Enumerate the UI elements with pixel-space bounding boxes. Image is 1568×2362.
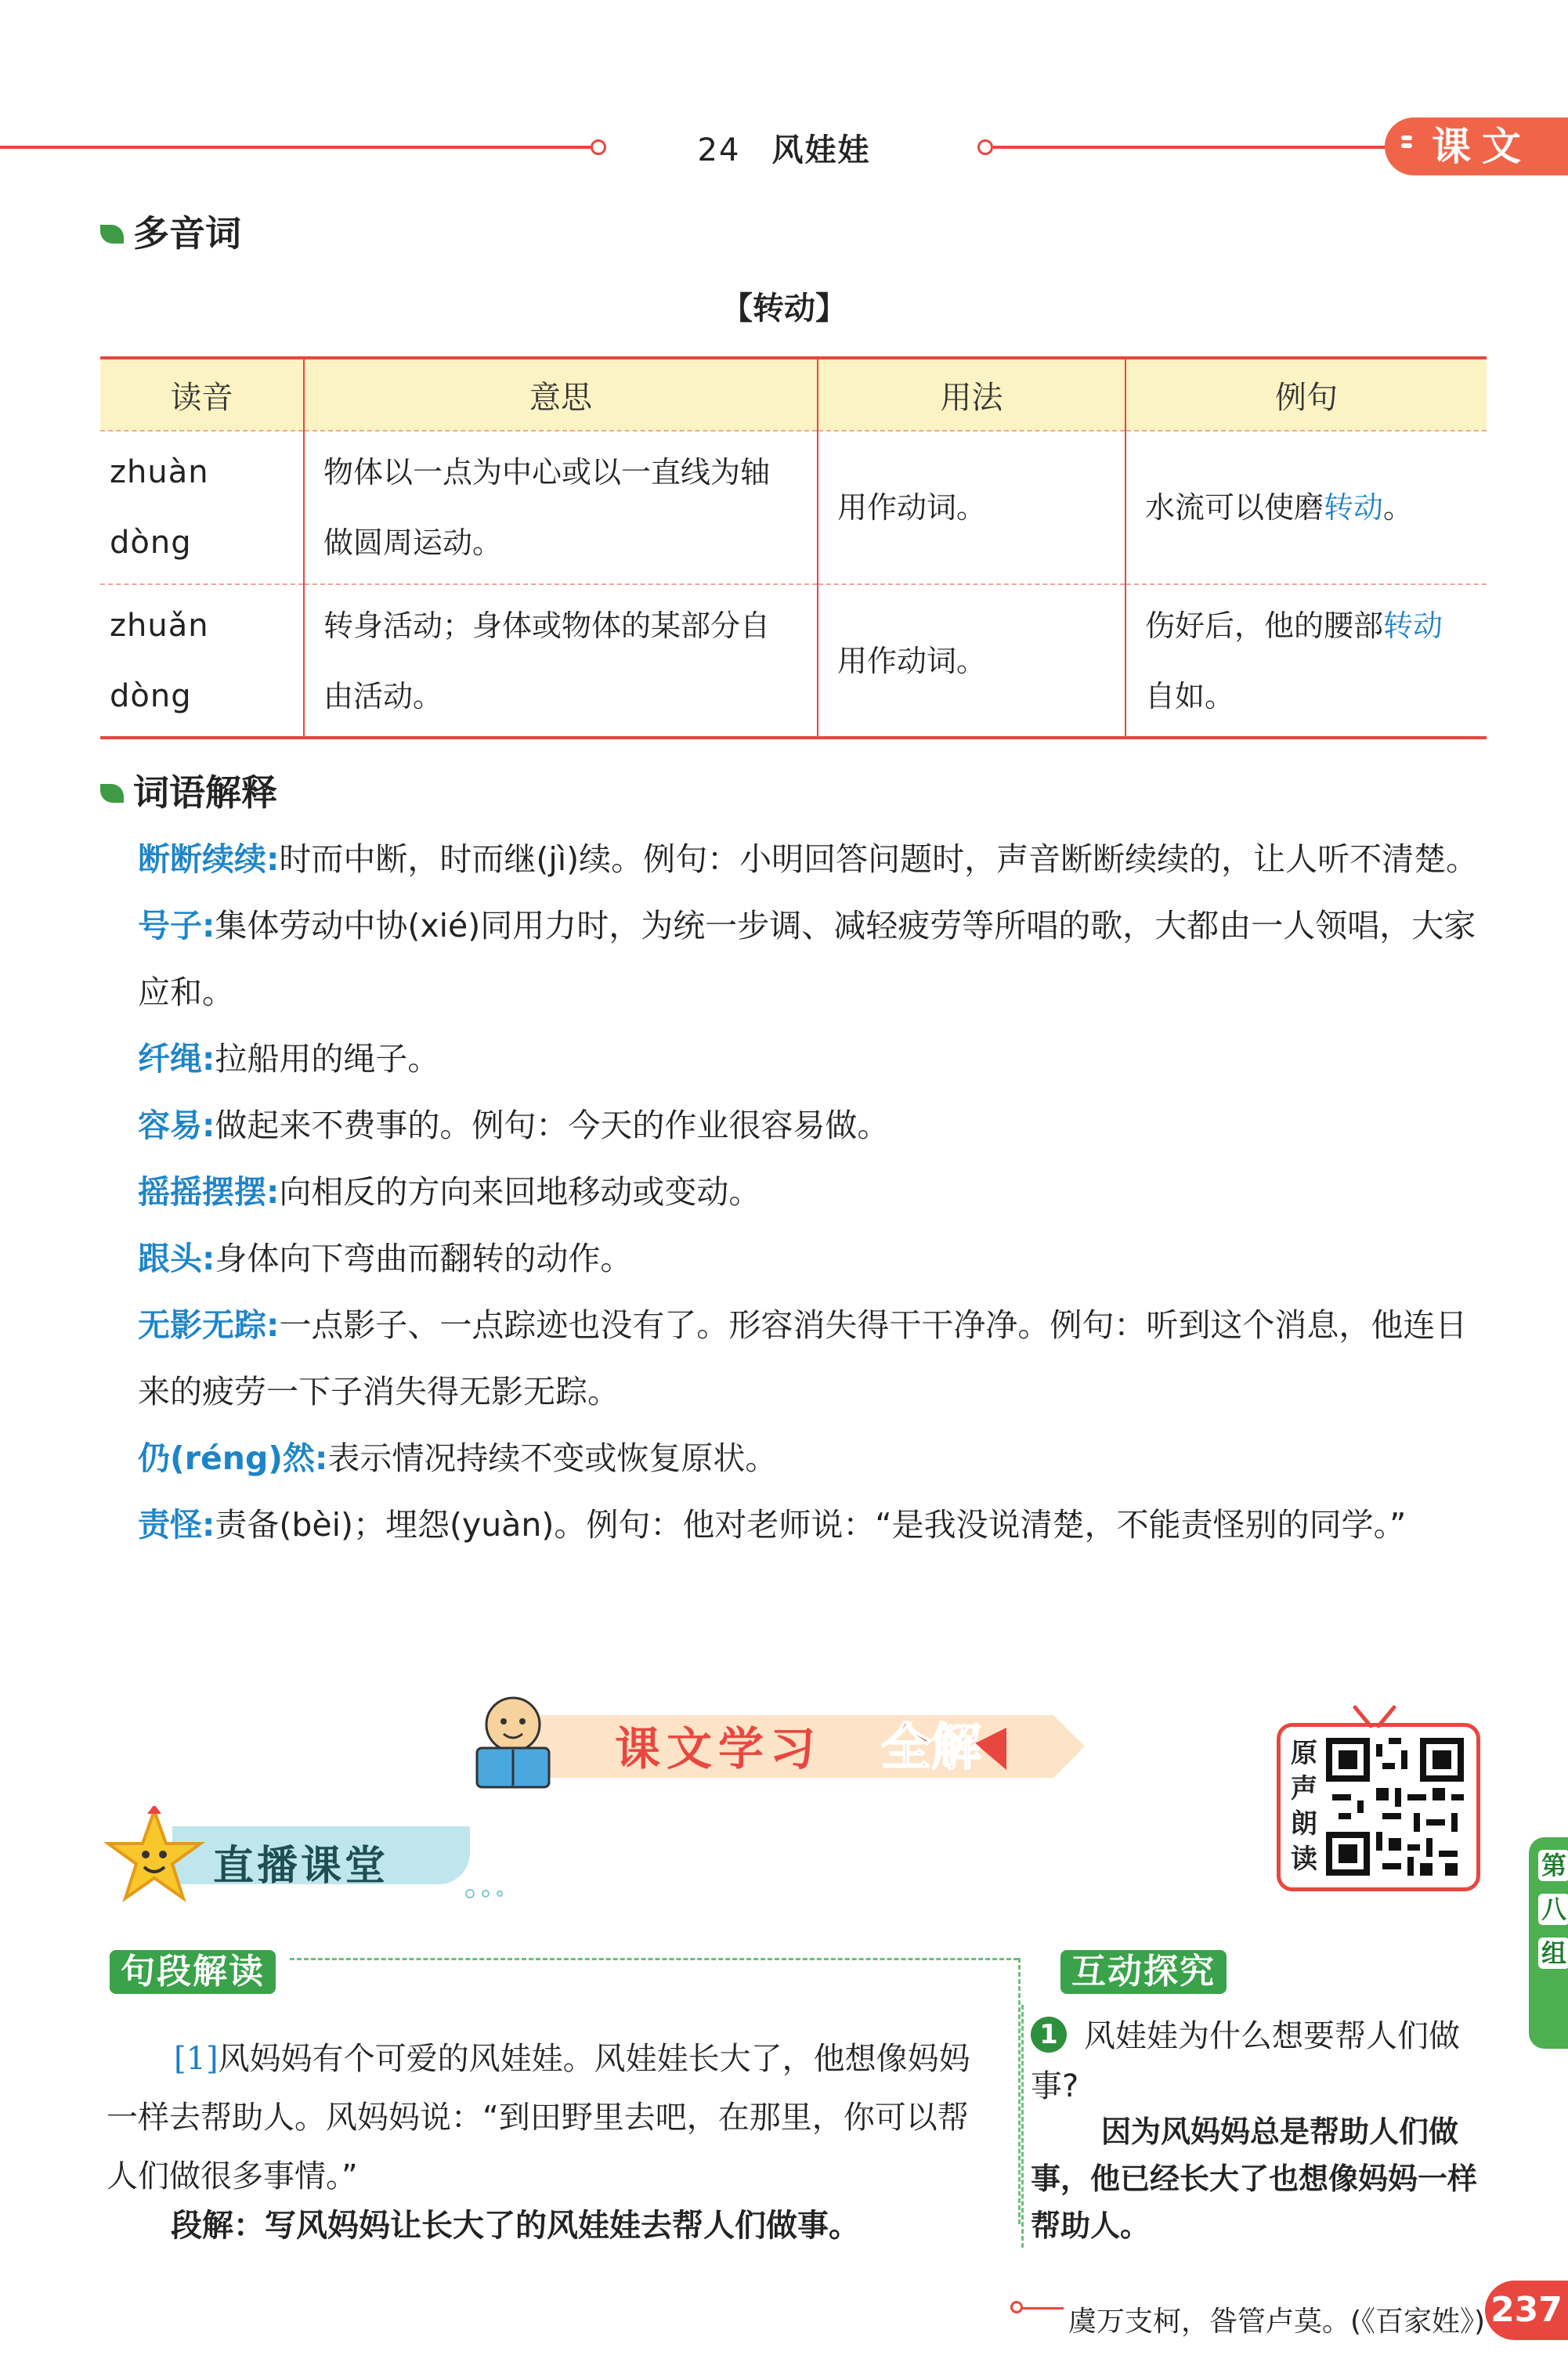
definition-item: 跟头:身体向下弯曲而翻转的动作。: [138, 1240, 633, 1277]
meaning-cell: 物体以一点为中心或以一直线为轴做圆周运动。: [304, 431, 818, 584]
definition-item: 摇摇摆摆:向相反的方向来回地移动或变动。: [138, 1173, 761, 1211]
dots-decoration: [464, 1887, 511, 1900]
usage-cell: 用作动词。: [818, 584, 1125, 738]
paragraph-number: [1]: [174, 2041, 219, 2077]
footer-quote: 虞万支柯，昝管卢莫。(《百家姓》): [1064, 2299, 1490, 2339]
leaf-icon: [100, 784, 124, 803]
definitions-list: [138, 826, 1493, 1558]
polyphone-word: 【转动】: [721, 291, 847, 327]
section-badge: [1385, 117, 1568, 175]
live-class-title: 直播课堂: [213, 1843, 389, 1890]
star-mascot-icon: [103, 1806, 205, 1908]
polyphone-table: [100, 356, 1487, 739]
leaf-icon: [100, 225, 124, 244]
definition-item: 号子:集体劳动中协(xié)同用力时，为统一步调、减轻疲劳等所唱的歌，大都由一人领唱，大家应和。: [138, 907, 1476, 1011]
explore-dashed-left: [1021, 2005, 1024, 2248]
badge-label: 课文: [1432, 124, 1532, 169]
definition-item: 仍(réng)然:表示情况持续不变或恢复原状。: [138, 1439, 778, 1477]
qr-code-card[interactable]: [1277, 1723, 1480, 1891]
pinyin-cell: zhuàn dòng: [100, 431, 304, 584]
explore-answer: 因为风妈妈总是帮助人们做事，他已经长大了也想像妈妈一样帮助人。: [1031, 2114, 1478, 2243]
pinyin-cell: zhuǎn dòng: [100, 584, 304, 738]
reading-dashed-right: [1018, 1958, 1021, 2224]
reading-tag: 句段解读: [110, 1950, 276, 1994]
explore-question: 1 风娃娃为什么想要帮人们做事?: [1031, 2018, 1460, 2104]
column-header: 读音: [100, 358, 304, 431]
definition-item: 无影无踪:一点影子、一点踪迹也没有了。形容消失得干干净净。例句：听到这个消息，他连日来的疲劳一下子消失得无影无踪。: [138, 1306, 1468, 1410]
definition-item: 责怪:责备(bèi)；埋怨(yuàn)。例句：他对老师说：“是我没说清楚，不能责怪别的同学。”: [138, 1506, 1407, 1544]
banner-text-2: 全解: [881, 1719, 981, 1777]
banner-text-1: 课文学习: [615, 1722, 822, 1775]
reading-dashed-top: [290, 1958, 1018, 1960]
example-cell: 伤好后，他的腰部转动自如。: [1125, 584, 1487, 738]
usage-cell: 用作动词。: [818, 431, 1125, 584]
tv-antenna-icon: [1339, 1704, 1410, 1728]
reading-paragraph: [1]风妈妈有个可爱的风娃娃。风娃娃长大了，他想像妈妈一样去帮助人。风妈妈说：“到田野里去吧，在那里，你可以帮人们做很多事情。”: [107, 2041, 970, 2194]
definitions-heading: 词语解释: [100, 764, 277, 816]
side-tab-char: 第: [1538, 1850, 1568, 1881]
page-header: [0, 125, 1568, 170]
qr-code-icon[interactable]: [1326, 1738, 1464, 1876]
example-cell: 水流可以使磨转动。: [1125, 431, 1487, 584]
highlight-word: 转动: [1324, 490, 1384, 525]
lesson-study-banner: [458, 1684, 1085, 1793]
definition-item: 纤绳:拉船用的绳子。: [138, 1040, 440, 1078]
meaning-cell: 转身活动；身体或物体的某部分自由活动。: [304, 584, 818, 738]
side-tab-char: 组: [1538, 1938, 1568, 1969]
lesson-number: 24: [697, 132, 741, 168]
column-header: 例句: [1125, 358, 1487, 431]
qr-label: 原声朗读: [1291, 1738, 1317, 1875]
column-header: 用法: [818, 358, 1125, 431]
definition-item: 断断续续:时而中断，时而继(jì)续。例句：小明回答问题时，声音断断续续的，让人听不清楚。: [138, 840, 1479, 878]
side-tab-char: 八: [1538, 1894, 1568, 1925]
definition-item: 容易:做起来不费事的。例句：今天的作业很容易做。: [138, 1107, 890, 1144]
badge-lines-icon: [1399, 132, 1414, 159]
column-header: 意思: [304, 358, 818, 431]
unit-side-tab: [1529, 1837, 1568, 2049]
table-header-row: [100, 358, 1487, 431]
paragraph-summary: 段解：写风妈妈让长大了的风娃娃去帮人们做事。: [171, 2208, 860, 2244]
footer-dot: [1010, 2301, 1023, 2313]
table-row: [100, 584, 1487, 738]
polyphone-heading: 多音词: [100, 205, 241, 257]
question-number: 1: [1031, 2017, 1067, 2053]
page-number: 237: [1485, 2281, 1568, 2340]
table-row: [100, 431, 1487, 584]
highlight-word: 转动: [1383, 608, 1443, 643]
lesson-title: 风娃娃: [771, 132, 871, 168]
explore-tag: 互动探究: [1060, 1950, 1227, 1994]
